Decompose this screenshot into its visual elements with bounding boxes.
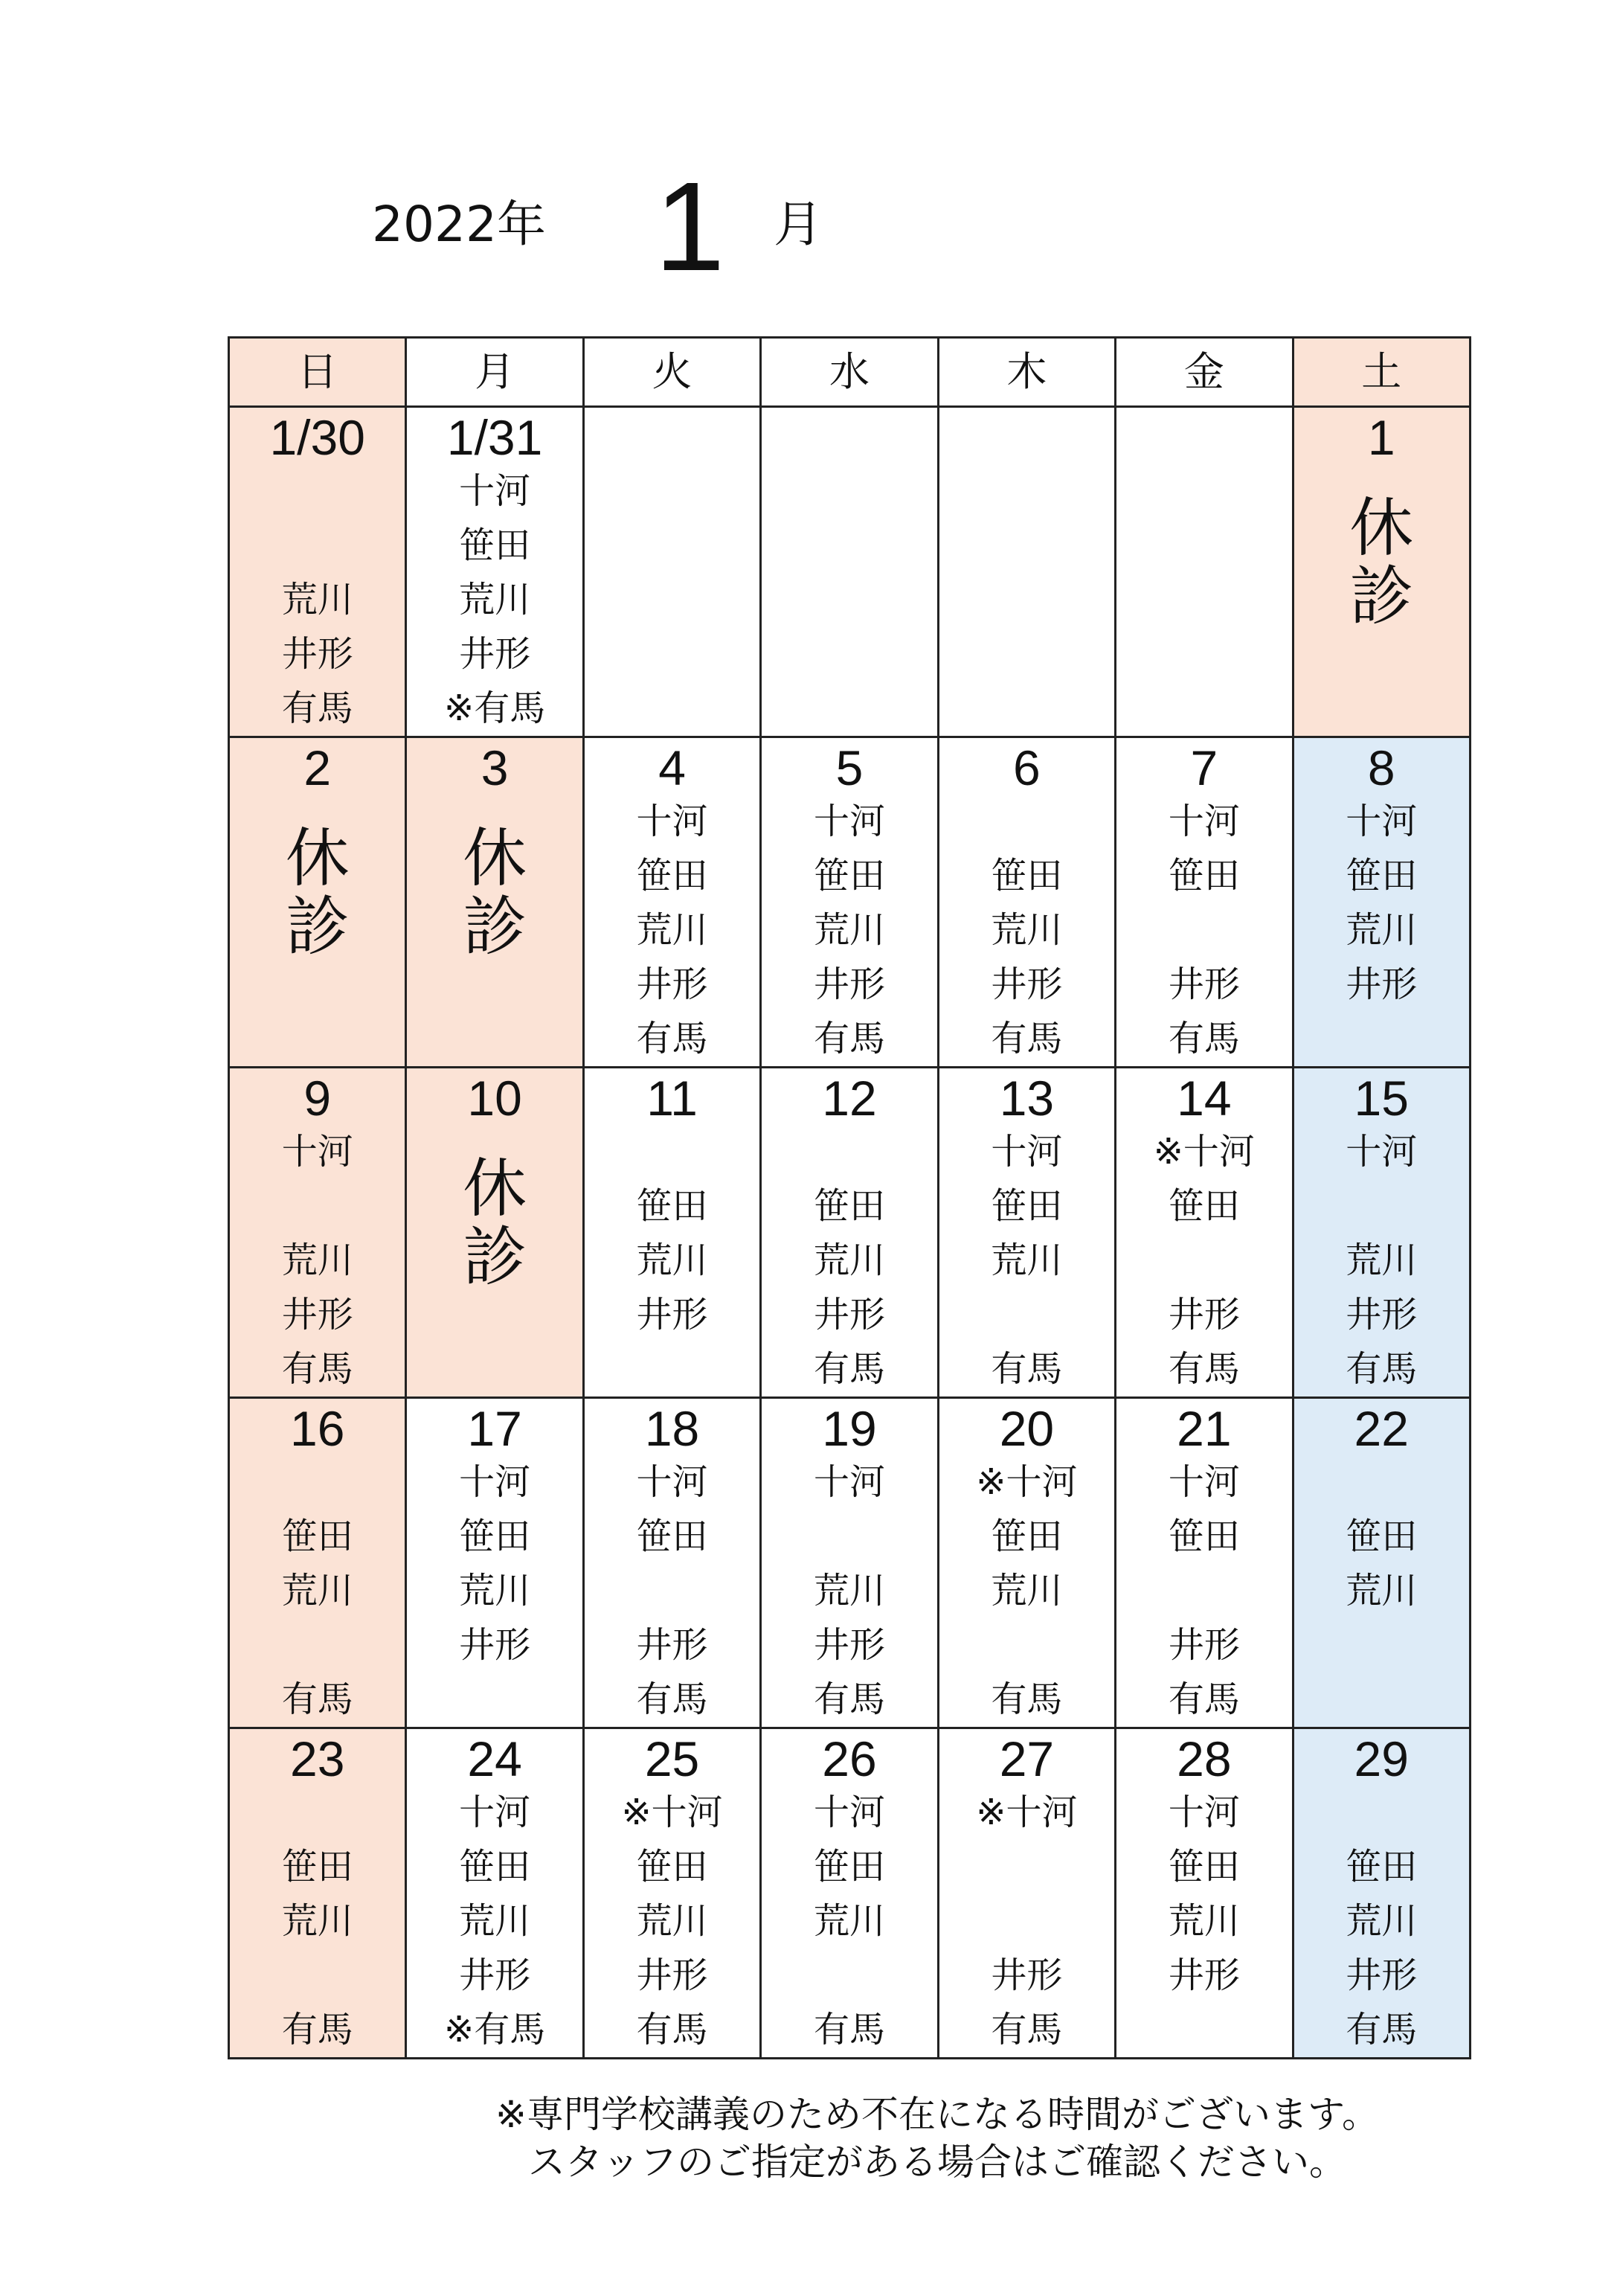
staff-name: 笹田 bbox=[459, 1516, 531, 1557]
day-number: 29 bbox=[1354, 1731, 1409, 1786]
footer-note-line-1: ※専門学校講義のため不在になる時間がございます。 bbox=[495, 2093, 1379, 2136]
staff-name bbox=[585, 1342, 759, 1396]
staff-name: ※十河 bbox=[976, 1792, 1078, 1833]
staff-name: 有馬 bbox=[636, 1018, 708, 1059]
staff-name: 荒川 bbox=[1346, 1570, 1418, 1612]
staff-name: 荒川 bbox=[1346, 909, 1418, 951]
staff-name: 笹田 bbox=[281, 1516, 353, 1557]
staff-name: 荒川 bbox=[1346, 1240, 1418, 1281]
staff-name: 井形 bbox=[1346, 963, 1418, 1005]
staff-name: 井形 bbox=[991, 963, 1063, 1005]
staff-name: 井形 bbox=[636, 1624, 708, 1666]
staff-name: 荒川 bbox=[459, 579, 531, 621]
staff-name bbox=[230, 1949, 405, 2003]
calendar-body bbox=[229, 407, 1471, 2059]
day-number: 22 bbox=[1354, 1401, 1409, 1456]
staff-name: 有馬 bbox=[991, 2009, 1063, 2050]
title-month-number: 1 bbox=[655, 156, 725, 298]
day-cell bbox=[583, 1068, 760, 1398]
staff-name: 荒川 bbox=[813, 909, 885, 951]
staff-name: 荒川 bbox=[991, 909, 1063, 951]
staff-name: 笹田 bbox=[991, 1516, 1063, 1557]
day-cell bbox=[1116, 1398, 1293, 1728]
staff-name: 笹田 bbox=[1346, 1516, 1418, 1557]
day-number: 19 bbox=[822, 1401, 877, 1456]
footer-note-line-2: スタッフのご指定がある場合はご確認ください。 bbox=[528, 2141, 1346, 2184]
staff-name: 荒川 bbox=[459, 1900, 531, 1942]
staff-name: 笹田 bbox=[1168, 1185, 1240, 1227]
staff-name: 井形 bbox=[636, 963, 708, 1005]
staff-name: 有馬 bbox=[1346, 1348, 1418, 1390]
day-number: 7 bbox=[1190, 740, 1218, 795]
staff-name bbox=[939, 795, 1114, 849]
day-number: 16 bbox=[290, 1401, 345, 1456]
calendar-table bbox=[228, 336, 1471, 2059]
staff-name: 井形 bbox=[813, 963, 885, 1005]
day-number: 27 bbox=[999, 1731, 1055, 1786]
staff-name: 十河 bbox=[813, 1792, 885, 1833]
staff-name bbox=[585, 1125, 759, 1179]
staff-name: 荒川 bbox=[636, 1240, 708, 1281]
day-cell bbox=[583, 1398, 760, 1728]
staff-name: ※有馬 bbox=[444, 2009, 546, 2050]
staff-name bbox=[939, 1288, 1114, 1342]
calendar-header bbox=[229, 338, 1471, 407]
staff-name: 十河 bbox=[1168, 1792, 1240, 1833]
staff-name: ※十河 bbox=[976, 1461, 1078, 1503]
staff-name: 笹田 bbox=[459, 1846, 531, 1888]
staff-name: ※十河 bbox=[621, 1792, 723, 1833]
staff-name: 荒川 bbox=[991, 1240, 1063, 1281]
day-cell bbox=[1293, 407, 1470, 737]
staff-name: 有馬 bbox=[1168, 1678, 1240, 1720]
staff-name bbox=[1116, 903, 1291, 958]
day-cell bbox=[583, 737, 760, 1068]
day-cell bbox=[938, 407, 1115, 737]
staff-name: 十河 bbox=[991, 1131, 1063, 1173]
day-number: 23 bbox=[290, 1731, 345, 1786]
day-number: 24 bbox=[467, 1731, 522, 1786]
day-number: 1/31 bbox=[446, 410, 543, 465]
footer-note bbox=[446, 2091, 1428, 2186]
staff-name: 井形 bbox=[1168, 1955, 1240, 1996]
staff-name: 井形 bbox=[813, 1624, 885, 1666]
staff-name bbox=[230, 1786, 405, 1840]
staff-name: 井形 bbox=[636, 1955, 708, 1996]
day-number: 12 bbox=[822, 1071, 877, 1126]
day-cell bbox=[229, 407, 406, 737]
day-number: 20 bbox=[999, 1401, 1055, 1456]
staff-name bbox=[1294, 1786, 1469, 1840]
day-cell bbox=[406, 1728, 583, 2059]
closed-label: 診 bbox=[463, 890, 527, 964]
closed-label: 休 bbox=[463, 821, 527, 896]
day-cell bbox=[938, 1068, 1115, 1398]
day-number: 9 bbox=[303, 1071, 332, 1126]
staff-name: 笹田 bbox=[281, 1846, 353, 1888]
staff-name bbox=[1294, 1673, 1469, 1727]
staff-name: 笹田 bbox=[813, 1846, 885, 1888]
staff-name: 十河 bbox=[813, 801, 885, 842]
staff-name: 荒川 bbox=[281, 1900, 353, 1942]
staff-name: 笹田 bbox=[1168, 1846, 1240, 1888]
staff-name: 笹田 bbox=[636, 1846, 708, 1888]
day-cell bbox=[406, 407, 583, 737]
staff-name: 笹田 bbox=[1168, 1516, 1240, 1557]
closed-label: 診 bbox=[285, 890, 350, 964]
staff-name: 有馬 bbox=[636, 2009, 708, 2050]
day-cell bbox=[406, 737, 583, 1068]
staff-name: 井形 bbox=[636, 1294, 708, 1335]
staff-name: 有馬 bbox=[813, 1348, 885, 1390]
weekday-saturday: 土 bbox=[1293, 338, 1470, 407]
day-number: 17 bbox=[467, 1401, 522, 1456]
day-number: 4 bbox=[658, 740, 686, 795]
staff-name: 有馬 bbox=[1168, 1348, 1240, 1390]
day-number: 21 bbox=[1177, 1401, 1232, 1456]
staff-name bbox=[1294, 1618, 1469, 1673]
weekday-sunday: 日 bbox=[229, 338, 406, 407]
staff-name: 井形 bbox=[1168, 963, 1240, 1005]
week-row bbox=[229, 737, 1471, 1068]
weekday-thursday: 木 bbox=[938, 338, 1115, 407]
day-number: 6 bbox=[1013, 740, 1041, 795]
staff-name: 有馬 bbox=[636, 1678, 708, 1720]
staff-name: 荒川 bbox=[459, 1570, 531, 1612]
day-cell bbox=[229, 737, 406, 1068]
staff-name: 井形 bbox=[1168, 1624, 1240, 1666]
day-cell bbox=[1293, 1398, 1470, 1728]
staff-name bbox=[939, 1618, 1114, 1673]
week-row bbox=[229, 1398, 1471, 1728]
staff-name: 井形 bbox=[459, 1955, 531, 1996]
day-number: 25 bbox=[644, 1731, 700, 1786]
staff-name: 有馬 bbox=[813, 2009, 885, 2050]
weekday-monday: 月 bbox=[406, 338, 583, 407]
staff-name: 有馬 bbox=[1346, 2009, 1418, 2050]
staff-name: 十河 bbox=[1168, 801, 1240, 842]
staff-name: 笹田 bbox=[813, 855, 885, 897]
staff-name: 井形 bbox=[1168, 1294, 1240, 1335]
staff-name bbox=[230, 1455, 405, 1510]
day-cell bbox=[406, 1068, 583, 1398]
staff-name: 荒川 bbox=[1346, 1900, 1418, 1942]
weekday-row bbox=[229, 338, 1471, 407]
staff-name: 十河 bbox=[636, 801, 708, 842]
staff-name: 笹田 bbox=[1168, 855, 1240, 897]
title-month-suffix: 月 bbox=[774, 196, 823, 253]
day-cell bbox=[1293, 1068, 1470, 1398]
staff-name bbox=[1294, 1179, 1469, 1234]
day-cell bbox=[761, 1398, 938, 1728]
closed-label: 診 bbox=[463, 1220, 527, 1295]
day-cell bbox=[1116, 737, 1293, 1068]
staff-name: 有馬 bbox=[991, 1678, 1063, 1720]
weekday-friday: 金 bbox=[1116, 338, 1293, 407]
day-number: 10 bbox=[467, 1071, 522, 1126]
week-row bbox=[229, 1068, 1471, 1398]
day-cell bbox=[583, 407, 760, 737]
staff-name: 井形 bbox=[459, 1624, 531, 1666]
staff-name: 笹田 bbox=[991, 855, 1063, 897]
day-cell bbox=[1116, 407, 1293, 737]
staff-name: 井形 bbox=[459, 633, 531, 675]
staff-name bbox=[939, 1840, 1114, 1894]
day-cell bbox=[938, 1728, 1115, 2059]
staff-name: ※十河 bbox=[1153, 1131, 1255, 1173]
staff-name bbox=[230, 464, 405, 519]
staff-name: 有馬 bbox=[281, 2009, 353, 2050]
staff-name: 笹田 bbox=[459, 525, 531, 566]
staff-name: 笹田 bbox=[1346, 855, 1418, 897]
staff-name: 有馬 bbox=[1168, 1018, 1240, 1059]
day-cell bbox=[761, 737, 938, 1068]
staff-name: 笹田 bbox=[813, 1185, 885, 1227]
staff-name: 笹田 bbox=[991, 1185, 1063, 1227]
staff-name: 十河 bbox=[459, 1792, 531, 1833]
closed-label: 診 bbox=[1349, 559, 1414, 634]
day-cell bbox=[229, 1728, 406, 2059]
staff-name: 荒川 bbox=[813, 1900, 885, 1942]
staff-name: 荒川 bbox=[281, 1570, 353, 1612]
day-cell bbox=[1293, 1728, 1470, 2059]
weekday-wednesday: 水 bbox=[761, 338, 938, 407]
staff-name bbox=[762, 1125, 936, 1179]
staff-name: 十河 bbox=[1168, 1461, 1240, 1503]
day-number: 8 bbox=[1367, 740, 1395, 795]
day-cell bbox=[229, 1398, 406, 1728]
staff-name bbox=[762, 1949, 936, 2003]
day-cell bbox=[761, 1728, 938, 2059]
day-number: 5 bbox=[835, 740, 864, 795]
closed-label: 休 bbox=[285, 821, 350, 896]
staff-name bbox=[230, 519, 405, 573]
staff-name: 井形 bbox=[991, 1955, 1063, 1996]
staff-name: 有馬 bbox=[813, 1678, 885, 1720]
staff-name: 有馬 bbox=[991, 1348, 1063, 1390]
day-number: 1 bbox=[1367, 410, 1395, 465]
staff-name: 十河 bbox=[459, 470, 531, 512]
staff-name: 十河 bbox=[1346, 801, 1418, 842]
staff-name bbox=[585, 1564, 759, 1618]
staff-name: 有馬 bbox=[281, 1678, 353, 1720]
staff-name bbox=[230, 1618, 405, 1673]
staff-name: 荒川 bbox=[636, 1900, 708, 1942]
day-cell bbox=[938, 1398, 1115, 1728]
staff-name: 笹田 bbox=[636, 855, 708, 897]
staff-name bbox=[1116, 1564, 1291, 1618]
staff-name bbox=[1294, 1455, 1469, 1510]
staff-name: 十河 bbox=[1346, 1131, 1418, 1173]
staff-name: 井形 bbox=[1346, 1294, 1418, 1335]
day-cell bbox=[229, 1068, 406, 1398]
staff-name bbox=[1116, 2003, 1291, 2057]
day-cell bbox=[406, 1398, 583, 1728]
day-number: 2 bbox=[303, 740, 332, 795]
staff-name: 有馬 bbox=[813, 1018, 885, 1059]
staff-name: ※有馬 bbox=[444, 687, 546, 729]
staff-name: 井形 bbox=[281, 633, 353, 675]
staff-name: 荒川 bbox=[991, 1570, 1063, 1612]
day-number: 26 bbox=[822, 1731, 877, 1786]
closed-label: 休 bbox=[1349, 491, 1414, 565]
day-number: 13 bbox=[999, 1071, 1055, 1126]
week-row bbox=[229, 1728, 1471, 2059]
closed-label: 休 bbox=[463, 1152, 527, 1226]
staff-name: 十河 bbox=[636, 1461, 708, 1503]
day-cell bbox=[938, 737, 1115, 1068]
staff-name: 笹田 bbox=[1346, 1846, 1418, 1888]
day-number: 1/30 bbox=[269, 410, 365, 465]
week-row bbox=[229, 407, 1471, 737]
staff-name: 荒川 bbox=[281, 1240, 353, 1281]
staff-name bbox=[939, 1894, 1114, 1949]
day-number: 14 bbox=[1177, 1071, 1232, 1126]
day-number: 3 bbox=[481, 740, 509, 795]
staff-name: 井形 bbox=[1346, 1955, 1418, 1996]
staff-name: 有馬 bbox=[281, 1348, 353, 1390]
day-number: 11 bbox=[646, 1071, 698, 1126]
staff-name: 笹田 bbox=[636, 1516, 708, 1557]
day-number: 18 bbox=[644, 1401, 700, 1456]
staff-name: 井形 bbox=[281, 1294, 353, 1335]
staff-name bbox=[762, 1510, 936, 1564]
staff-name bbox=[230, 1179, 405, 1234]
day-cell bbox=[1293, 737, 1470, 1068]
title-year: 2022年 bbox=[372, 196, 546, 253]
staff-name: 荒川 bbox=[813, 1240, 885, 1281]
staff-name: 荒川 bbox=[636, 909, 708, 951]
day-number: 15 bbox=[1354, 1071, 1409, 1126]
staff-name bbox=[1116, 1234, 1291, 1288]
staff-name: 荒川 bbox=[813, 1570, 885, 1612]
day-cell bbox=[1116, 1068, 1293, 1398]
day-cell bbox=[761, 1068, 938, 1398]
staff-name: 十河 bbox=[459, 1461, 531, 1503]
staff-name bbox=[407, 1673, 582, 1727]
staff-name: 荒川 bbox=[281, 579, 353, 621]
staff-name: 十河 bbox=[813, 1461, 885, 1503]
weekday-tuesday: 火 bbox=[583, 338, 760, 407]
staff-name: 有馬 bbox=[991, 1018, 1063, 1059]
staff-name: 笹田 bbox=[636, 1185, 708, 1227]
staff-name bbox=[1294, 1012, 1469, 1066]
staff-name: 荒川 bbox=[1168, 1900, 1240, 1942]
staff-name: 井形 bbox=[813, 1294, 885, 1335]
staff-name: 十河 bbox=[281, 1131, 353, 1173]
staff-name: 有馬 bbox=[281, 687, 353, 729]
day-cell bbox=[1116, 1728, 1293, 2059]
day-number: 28 bbox=[1177, 1731, 1232, 1786]
day-cell bbox=[761, 407, 938, 737]
day-cell bbox=[583, 1728, 760, 2059]
